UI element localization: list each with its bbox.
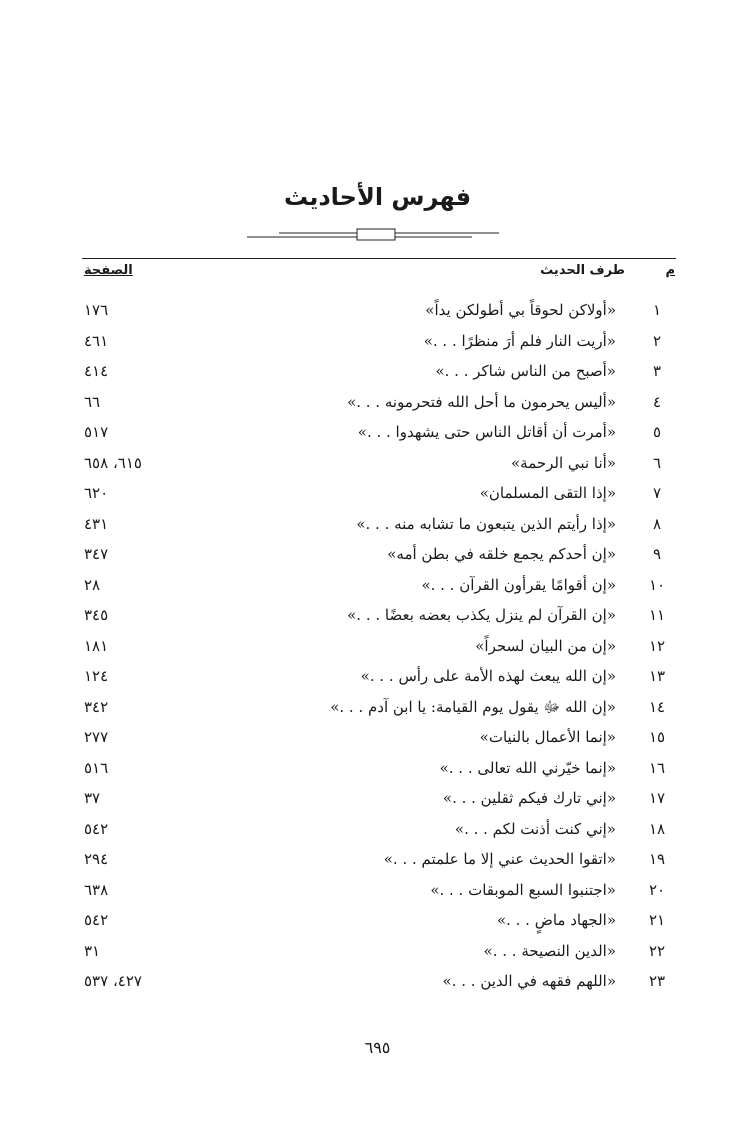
hadith-text: «أمرت أن أقاتل الناس حتى يشهدوا . . .» xyxy=(357,423,616,441)
page-reference: ٣٤٥ xyxy=(84,606,109,624)
row-number: ٢٣ xyxy=(648,972,666,990)
row-number: ١٧ xyxy=(648,789,666,807)
hadith-text: «إن من البيان لسحراً» xyxy=(475,636,616,655)
table-row xyxy=(82,698,676,729)
row-number: ٤ xyxy=(652,392,662,411)
page-reference: ٤١٤ xyxy=(84,362,109,380)
table-row xyxy=(82,667,676,698)
hadith-text: «إني كنت أذنت لكم . . .» xyxy=(454,819,616,838)
row-number: ٦ xyxy=(652,453,662,472)
hadith-text: «أصبح من الناس شاكر . . .» xyxy=(435,362,616,380)
hadith-text: «إن الله ﷻ يقول يوم القيامة: يا ابن آدم . . .» xyxy=(330,697,616,716)
table-row xyxy=(82,820,676,851)
table-row xyxy=(82,484,676,515)
page-reference: ١٢٤ xyxy=(84,667,109,685)
page-reference: ٣٤٧ xyxy=(84,545,109,563)
hadith-text: «أريت النار فلم أرَ منظرًا . . .» xyxy=(423,331,616,350)
table-row xyxy=(82,637,676,668)
hadith-text: «إنما خيّرني الله تعالى . . .» xyxy=(439,758,616,777)
page-reference: ٣٧ xyxy=(84,789,101,807)
row-number: ٢١ xyxy=(648,911,666,929)
hadith-text: «الدين النصيحة . . .» xyxy=(483,941,616,960)
row-number: ٢ xyxy=(652,331,662,350)
page-reference: ٦٦ xyxy=(84,392,101,411)
table-row xyxy=(82,301,676,332)
table-row xyxy=(82,881,676,912)
table-row xyxy=(82,362,676,393)
hadith-text: «إن أحدكم يجمع خلقه في بطن أمه» xyxy=(387,545,616,563)
row-number: ٨ xyxy=(652,514,662,533)
table-row xyxy=(82,911,676,942)
table-row xyxy=(82,759,676,790)
row-number: ١١ xyxy=(648,606,666,624)
row-number: ١٤ xyxy=(648,697,666,716)
row-number: ٣ xyxy=(652,362,662,380)
table-row xyxy=(82,454,676,485)
row-number: ١٣ xyxy=(648,667,666,685)
hadith-text: «اجتنبوا السبع الموبقات . . .» xyxy=(430,880,616,899)
hadith-text: «اللهم فقهه في الدين . . .» xyxy=(442,972,616,990)
row-number: ١٥ xyxy=(648,728,666,746)
page-reference: ٣١ xyxy=(84,941,101,960)
row-number: ٧ xyxy=(652,484,662,502)
hadith-text: «الجهاد ماضٍ . . .» xyxy=(496,911,616,929)
row-number: ١٠ xyxy=(648,575,666,594)
row-number: ١٩ xyxy=(648,850,666,868)
page-reference: ٤٣١ xyxy=(84,514,109,533)
hadith-text: «إن الله يبعث لهذه الأمة على رأس . . .» xyxy=(360,667,616,685)
table-row xyxy=(82,972,676,1003)
hadith-index-table xyxy=(82,301,676,1003)
page-title: فهرس الأحاديث xyxy=(283,183,472,211)
page-reference: ٦٣٨ xyxy=(84,880,109,899)
row-number: ٥ xyxy=(652,423,662,441)
table-row xyxy=(82,576,676,607)
title-ornament xyxy=(247,226,499,244)
row-number: ١٢ xyxy=(648,636,666,655)
hadith-text: «إذا التقى المسلمان» xyxy=(479,484,616,502)
table-row xyxy=(82,606,676,637)
column-header-page: الصفحة xyxy=(84,263,133,278)
row-number: ١٦ xyxy=(648,758,666,777)
page-reference: ٤٢٧، ٥٣٧ xyxy=(84,972,142,990)
table-row xyxy=(82,789,676,820)
hadith-text: «إنما الأعمال بالنيات» xyxy=(479,728,616,746)
column-header-hadith: طرف الحديث xyxy=(540,263,625,278)
hadith-text: «أنا نبي الرحمة» xyxy=(510,453,616,472)
row-number: ٢٢ xyxy=(648,941,666,960)
table-row xyxy=(82,942,676,973)
page-reference: ١٧٦ xyxy=(84,301,109,319)
hadith-text: «اتقوا الحديث عني إلا ما علمتم . . .» xyxy=(383,850,616,868)
row-number: ١٨ xyxy=(648,819,666,838)
hadith-text: «إني تارك فيكم ثقلين . . .» xyxy=(442,789,616,807)
hadith-text: «أليس يحرمون ما أحل الله فتحرمونه . . .» xyxy=(347,392,616,411)
page-reference: ٣٤٢ xyxy=(84,697,109,716)
table-row xyxy=(82,423,676,454)
page-reference: ٥٤٢ xyxy=(84,819,109,838)
hadith-text: «إذا رأيتم الذين يتبعون ما تشابه منه . . .» xyxy=(356,514,616,533)
row-number: ١ xyxy=(652,301,662,319)
row-number: ٢٠ xyxy=(648,880,666,899)
column-header-number: م xyxy=(665,263,675,278)
table-row xyxy=(82,545,676,576)
page-reference: ٢٨ xyxy=(84,575,101,594)
page-reference: ٦٢٠ xyxy=(84,484,109,502)
page-reference: ١٨١ xyxy=(84,636,109,655)
page-reference: ٥٤٢ xyxy=(84,911,109,929)
page-reference: ٦١٥، ٦٥٨ xyxy=(84,453,142,472)
page-reference: ٢٧٧ xyxy=(84,728,109,746)
table-row xyxy=(82,515,676,546)
table-row xyxy=(82,850,676,881)
hadith-text: «أولاكن لحوقاً بي أطولكن يداً» xyxy=(425,301,616,319)
row-number: ٩ xyxy=(652,545,662,563)
page-reference: ٤٦١ xyxy=(84,331,109,350)
page-reference: ٢٩٤ xyxy=(84,850,109,868)
page-reference: ٥١٦ xyxy=(84,758,109,777)
table-row xyxy=(82,728,676,759)
hadith-text: «إن أقوامًا يقرأون القرآن . . .» xyxy=(421,575,616,594)
table-row xyxy=(82,332,676,363)
page-reference: ٥١٧ xyxy=(84,423,109,441)
table-row xyxy=(82,393,676,424)
header-rule xyxy=(82,258,676,259)
page-number: ٦٩٥ xyxy=(364,1038,391,1057)
hadith-text: «إن القرآن لم ينزل يكذب بعضه بعضًا . . .» xyxy=(347,606,616,624)
